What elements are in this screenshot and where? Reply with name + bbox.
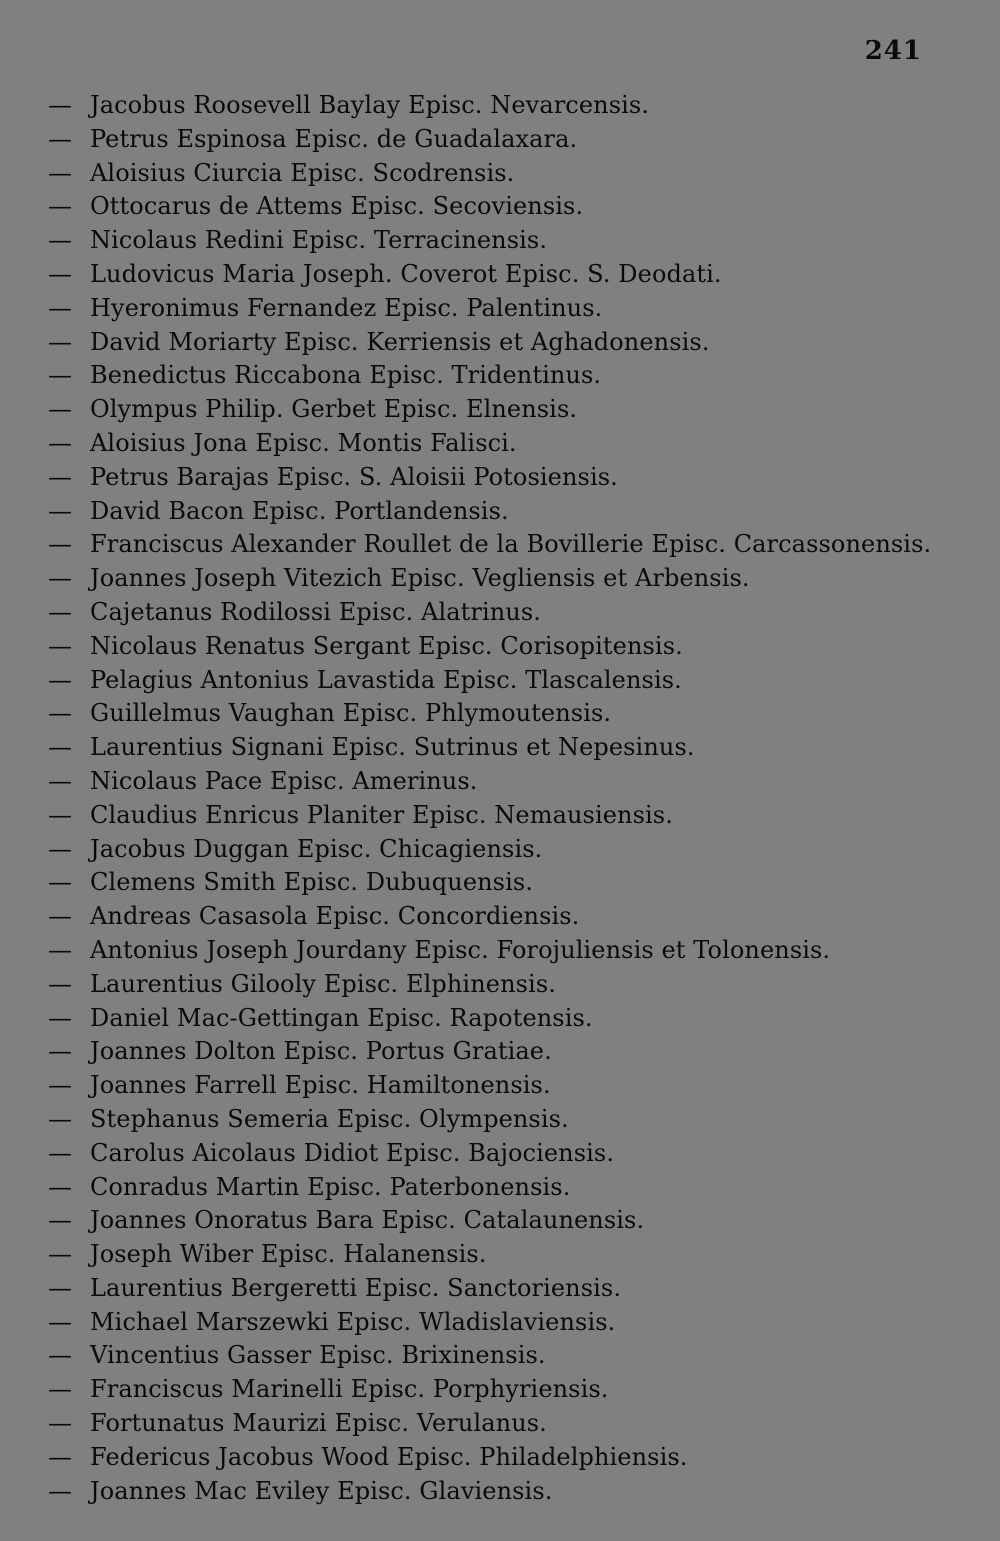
entry-text: Petrus Barajas Episc. S. Aloisii Potosiensis. [90, 462, 618, 491]
list-item [48, 1137, 931, 1171]
list-item [48, 1339, 931, 1373]
list-item [48, 1407, 931, 1441]
entry-text: Aloisius Ciurcia Episc. Scodrensis. [90, 158, 515, 187]
entry-dash: — [48, 631, 72, 660]
entry-text: Nicolaus Pace Episc. Amerinus. [90, 766, 478, 795]
entry-text: Hyeronimus Fernandez Episc. Palentinus. [90, 293, 603, 322]
list-item [48, 664, 931, 698]
entry-dash: — [48, 1375, 72, 1404]
entry-text: Guillelmus Vaughan Episc. Phlymoutensis. [90, 699, 612, 728]
list-item [48, 359, 931, 393]
list-item [48, 461, 931, 495]
entry-dash: — [48, 293, 72, 322]
entry-text: Nicolaus Renatus Sergant Episc. Corisopitensis. [90, 631, 683, 660]
entry-dash: — [48, 597, 72, 626]
entry-text: Joannes Farrell Episc. Hamiltonensis. [90, 1071, 551, 1100]
entry-dash: — [48, 428, 72, 457]
entry-dash: — [48, 834, 72, 863]
list-item [48, 900, 931, 934]
entry-dash: — [48, 733, 72, 762]
entry-text: Jacobus Duggan Episc. Chicagiensis. [90, 834, 543, 863]
list-item [48, 934, 931, 968]
entry-dash: — [48, 1037, 72, 1066]
page-number: 241 [864, 36, 922, 66]
entry-text: Laurentius Bergeretti Episc. Sanctoriensis. [90, 1273, 622, 1302]
entry-text: Pelagius Antonius Lavastida Episc. Tlascalensis. [90, 665, 682, 694]
entry-dash: — [48, 1409, 72, 1438]
entry-text: Claudius Enricus Planiter Episc. Nemausiensis. [90, 800, 673, 829]
entry-dash: — [48, 665, 72, 694]
list-item [48, 1441, 931, 1475]
bishop-list [48, 89, 931, 1508]
entry-dash: — [48, 969, 72, 998]
entry-text: Joannes Mac Eviley Episc. Glaviensis. [90, 1476, 553, 1505]
list-item [48, 833, 931, 867]
list-item [48, 427, 931, 461]
entry-text: Nicolaus Redini Episc. Terracinensis. [90, 226, 548, 255]
entry-dash: — [48, 192, 72, 221]
entry-text: Franciscus Alexander Roullet de la Bovillerie Episc. Carcassonensis. [90, 530, 932, 559]
list-item [48, 731, 931, 765]
list-item [48, 1002, 931, 1036]
entry-dash: — [48, 564, 72, 593]
list-item [48, 1035, 931, 1069]
entry-dash: — [48, 1003, 72, 1032]
entry-text: Ottocarus de Attems Episc. Secoviensis. [90, 192, 584, 221]
entry-dash: — [48, 124, 72, 153]
entry-dash: — [48, 1104, 72, 1133]
list-item [48, 495, 931, 529]
entry-text: Clemens Smith Episc. Dubuquensis. [90, 868, 534, 897]
entry-text: Cajetanus Rodilossi Episc. Alatrinus. [90, 597, 541, 626]
entry-text: Laurentius Signani Episc. Sutrinus et Nepesinus. [90, 733, 695, 762]
list-item [48, 596, 931, 630]
entry-dash: — [48, 1307, 72, 1336]
entry-dash: — [48, 1206, 72, 1235]
list-item [48, 1373, 931, 1407]
entry-dash: — [48, 1071, 72, 1100]
entry-dash: — [48, 259, 72, 288]
entry-dash: — [48, 395, 72, 424]
entry-text: Stephanus Semeria Episc. Olympensis. [90, 1104, 569, 1133]
entry-dash: — [48, 1476, 72, 1505]
list-item [48, 1204, 931, 1238]
list-item [48, 1171, 931, 1205]
list-item [48, 89, 931, 123]
entry-text: Carolus Aicolaus Didiot Episc. Bajociensis. [90, 1138, 615, 1167]
entry-text: Joannes Joseph Vitezich Episc. Vegliensis et Arbensis. [90, 564, 750, 593]
list-item [48, 528, 931, 562]
entry-text: Fortunatus Maurizi Episc. Verulanus. [90, 1409, 547, 1438]
entry-dash: — [48, 226, 72, 255]
entry-text: Olympus Philip. Gerbet Episc. Elnensis. [90, 395, 578, 424]
entry-dash: — [48, 935, 72, 964]
entry-text: Benedictus Riccabona Episc. Tridentinus. [90, 361, 602, 390]
entry-text: Laurentius Gilooly Episc. Elphinensis. [90, 969, 556, 998]
list-item [48, 1069, 931, 1103]
entry-text: Andreas Casasola Episc. Concordiensis. [90, 902, 580, 931]
list-item [48, 258, 931, 292]
entry-dash: — [48, 766, 72, 795]
entry-text: Petrus Espinosa Episc. de Guadalaxara. [90, 124, 578, 153]
entry-dash: — [48, 361, 72, 390]
entry-dash: — [48, 1138, 72, 1167]
entry-dash: — [48, 1442, 72, 1471]
entry-text: Jacobus Roosevell Baylay Episc. Nevarcensis. [90, 91, 650, 119]
list-item [48, 1306, 931, 1340]
entry-text: Joannes Onoratus Bara Episc. Catalaunensis. [90, 1206, 645, 1235]
list-item [48, 393, 931, 427]
list-item [48, 562, 931, 596]
entry-text: Aloisius Jona Episc. Montis Falisci. [90, 428, 517, 457]
entry-dash: — [48, 158, 72, 187]
list-item [48, 968, 931, 1002]
entry-dash: — [48, 1273, 72, 1302]
entry-dash: — [48, 496, 72, 525]
entry-text: Vincentius Gasser Episc. Brixinensis. [90, 1341, 546, 1370]
entry-dash: — [48, 462, 72, 491]
list-item [48, 1238, 931, 1272]
list-item [48, 292, 931, 326]
list-item [48, 765, 931, 799]
entry-text: Federicus Jacobus Wood Episc. Philadelphiensis. [90, 1442, 688, 1471]
list-item [48, 630, 931, 664]
list-item [48, 1475, 931, 1509]
entry-dash: — [48, 800, 72, 829]
entry-text: Conradus Martin Episc. Paterbonensis. [90, 1172, 571, 1201]
entry-dash: — [48, 1341, 72, 1370]
entry-text: Ludovicus Maria Joseph. Coverot Episc. S. Deodati. [90, 259, 722, 288]
list-item [48, 224, 931, 258]
entry-text: Antonius Joseph Jourdany Episc. Forojuliensis et Tolonensis. [90, 935, 831, 964]
list-item [48, 157, 931, 191]
entry-dash: — [48, 327, 72, 356]
list-item [48, 1272, 931, 1306]
entry-text: Daniel Mac-Gettingan Episc. Rapotensis. [90, 1003, 593, 1032]
entry-dash: — [48, 91, 72, 119]
list-item [48, 697, 931, 731]
list-item [48, 190, 931, 224]
list-item [48, 866, 931, 900]
entry-dash: — [48, 1240, 72, 1269]
entry-text: David Moriarty Episc. Kerriensis et Aghadonensis. [90, 327, 710, 356]
entry-dash: — [48, 699, 72, 728]
list-item [48, 326, 931, 360]
entry-text: Joseph Wiber Episc. Halanensis. [90, 1240, 487, 1269]
entry-text: Michael Marszewki Episc. Wladislaviensis. [90, 1307, 616, 1336]
list-item [48, 799, 931, 833]
entry-dash: — [48, 1172, 72, 1201]
entry-dash: — [48, 530, 72, 559]
entry-text: Joannes Dolton Episc. Portus Gratiae. [90, 1037, 552, 1066]
entry-dash: — [48, 902, 72, 931]
list-item [48, 1103, 931, 1137]
entry-text: Franciscus Marinelli Episc. Porphyriensis. [90, 1375, 609, 1404]
entry-text: David Bacon Episc. Portlandensis. [90, 496, 509, 525]
entry-dash: — [48, 868, 72, 897]
list-item [48, 123, 931, 157]
